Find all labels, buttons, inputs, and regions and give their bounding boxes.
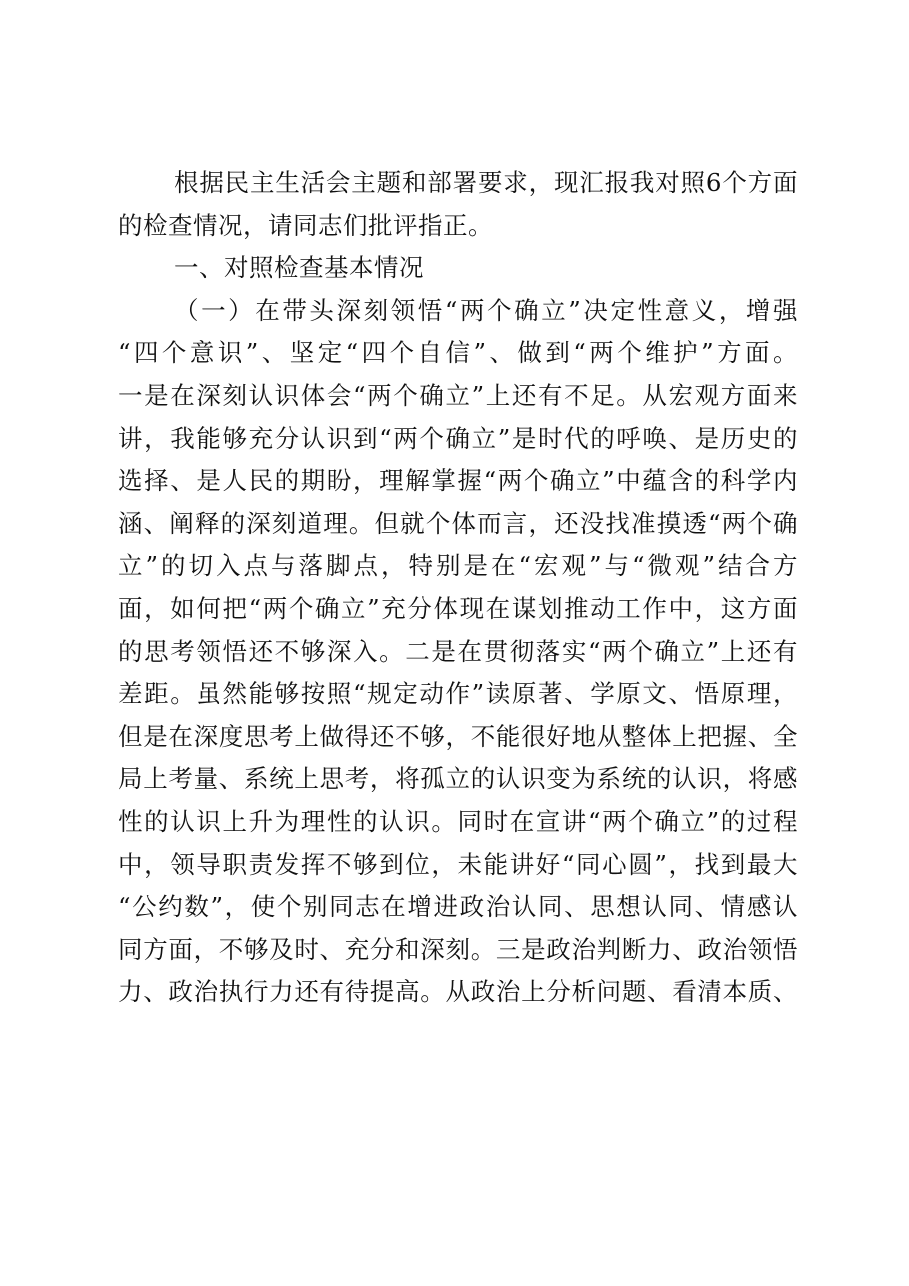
paragraph-intro-line-2: 的检查情况，请同志们批评指正。	[118, 210, 493, 240]
body-line-14: 同方面，不够及时、充分和深刻。三是政治判断力、政治领悟	[118, 934, 798, 964]
body-line-10: 局上考量、系统上思考，将孤立的认识变为系统的认识，将感	[118, 764, 798, 794]
body-line-11: 性的认识上升为理性的认识。同时在宣讲“两个确立”的过程	[118, 806, 798, 836]
subsection-heading-line-2: “四个意识”、坚定“四个自信”、做到“两个维护”方面。	[118, 338, 798, 368]
body-line-12: 中，领导职责发挥不够到位，未能讲好“同心圆”，找到最大	[118, 849, 798, 879]
body-line-15: 力、政治执行力还有待提高。从政治上分析问题、看清本质、	[118, 977, 798, 1007]
body-line-9: 但是在深度思考上做得还不够，不能很好地从整体上把握、全	[118, 721, 798, 751]
body-line-8: 差距。虽然能够按照“规定动作”读原著、学原文、悟原理，	[118, 679, 798, 709]
body-line-2: 讲，我能够充分认识到“两个确立”是时代的呼唤、是历史的	[118, 423, 798, 453]
body-line-5: 立”的切入点与落脚点，特别是在“宏观”与“微观”结合方	[118, 551, 798, 581]
subsection-heading-line-1: （一）在带头深刻领悟“两个确立”决定性意义，增强	[174, 295, 798, 325]
document-body	[118, 162, 798, 1014]
body-line-1: 一是在深刻认识体会“两个确立”上还有不足。从宏观方面来	[118, 380, 798, 410]
body-line-4: 涵、阐释的深刻道理。但就个体而言，还没找准摸透“两个确	[118, 508, 798, 538]
section-heading: 一、对照检查基本情况	[174, 253, 424, 283]
paragraph-intro-line-1: 根据民主生活会主题和部署要求，现汇报我对照6个方面	[174, 168, 798, 197]
body-line-3: 选择、是人民的期盼，理解掌握“两个确立”中蕴含的科学内	[118, 466, 798, 496]
body-line-13: “公约数”，使个别同志在增进政治认同、思想认同、情感认	[118, 892, 798, 922]
body-line-6: 面，如何把“两个确立”充分体现在谋划推动工作中，这方面	[118, 593, 798, 623]
body-line-7: 的思考领悟还不够深入。二是在贯彻落实“两个确立”上还有	[118, 636, 798, 666]
